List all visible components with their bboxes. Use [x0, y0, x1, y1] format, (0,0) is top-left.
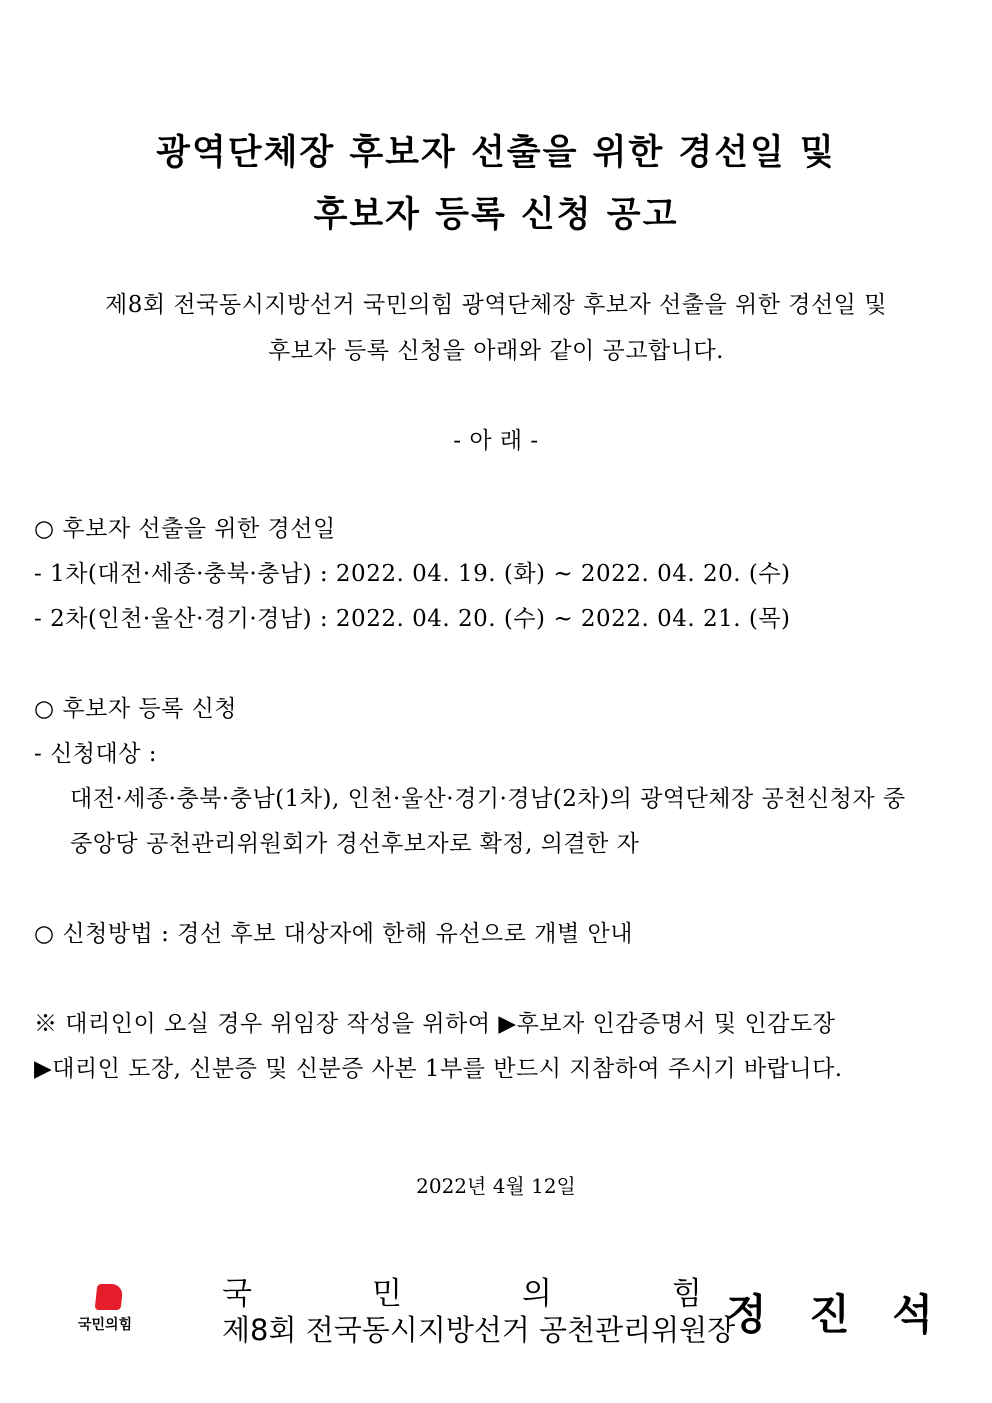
title-line-1: 광역단체장 후보자 선출을 위한 경선일 및: [156, 133, 836, 173]
party-logo-icon: [95, 1284, 124, 1310]
section-2-item-1: - 신청대상 :: [34, 741, 158, 767]
section-3-heading: ○ 신청방법 : 경선 후보 대상자에 한해 유선으로 개별 안내: [34, 921, 633, 947]
below-heading: - 아 래 -: [453, 428, 539, 454]
section-2-detail-2: 중앙당 공천관리위원회가 경선후보자로 확정, 의결한 자: [70, 831, 640, 857]
section-1-item-2: - 2차(인천·울산·경기·경남) : 2022. 04. 20. (수) ~ 2022. 04. 21. (목): [34, 606, 791, 632]
org-char: 힘: [672, 1276, 702, 1312]
signature-organization: [222, 1268, 702, 1313]
party-logo-text: 국민의힘: [78, 1317, 133, 1333]
section-1-heading: ○ 후보자 선출을 위한 경선일: [34, 516, 336, 542]
signature-name: 정 진 석: [726, 1290, 947, 1339]
note-line-2: ▶대리인 도장, 신분증 및 신분증 사본 1부를 반드시 지참하여 주시기 바랍니다.: [34, 1056, 843, 1082]
section-1-item-1: - 1차(대전·세종·충북·충남) : 2022. 04. 19. (화) ~ 2022. 04. 20. (수): [34, 561, 791, 587]
title-line-2: 후보자 등록 신청 공고: [313, 195, 679, 235]
org-char: 국: [222, 1276, 252, 1312]
intro-line-1: 제8회 전국동시지방선거 국민의힘 광역단체장 후보자 선출을 위한 경선일 및: [105, 292, 887, 318]
org-char: 민: [372, 1276, 402, 1312]
issue-date: 2022년 4월 12일: [416, 1174, 576, 1198]
intro-line-2: 후보자 등록 신청을 아래와 같이 공고합니다.: [268, 338, 724, 364]
note-line-1: ※ 대리인이 오실 경우 위임장 작성을 위하여 ▶후보자 인감증명서 및 인감도장: [34, 1011, 836, 1037]
signature-position: 제8회 전국동시지방선거 공천관리위원장: [222, 1313, 736, 1347]
section-2-heading: ○ 후보자 등록 신청: [34, 696, 238, 722]
org-char: 의: [522, 1276, 552, 1312]
section-2-detail-1: 대전·세종·충북·충남(1차), 인천·울산·경기·경남(2차)의 광역단체장 공천신청자 중: [70, 786, 906, 812]
